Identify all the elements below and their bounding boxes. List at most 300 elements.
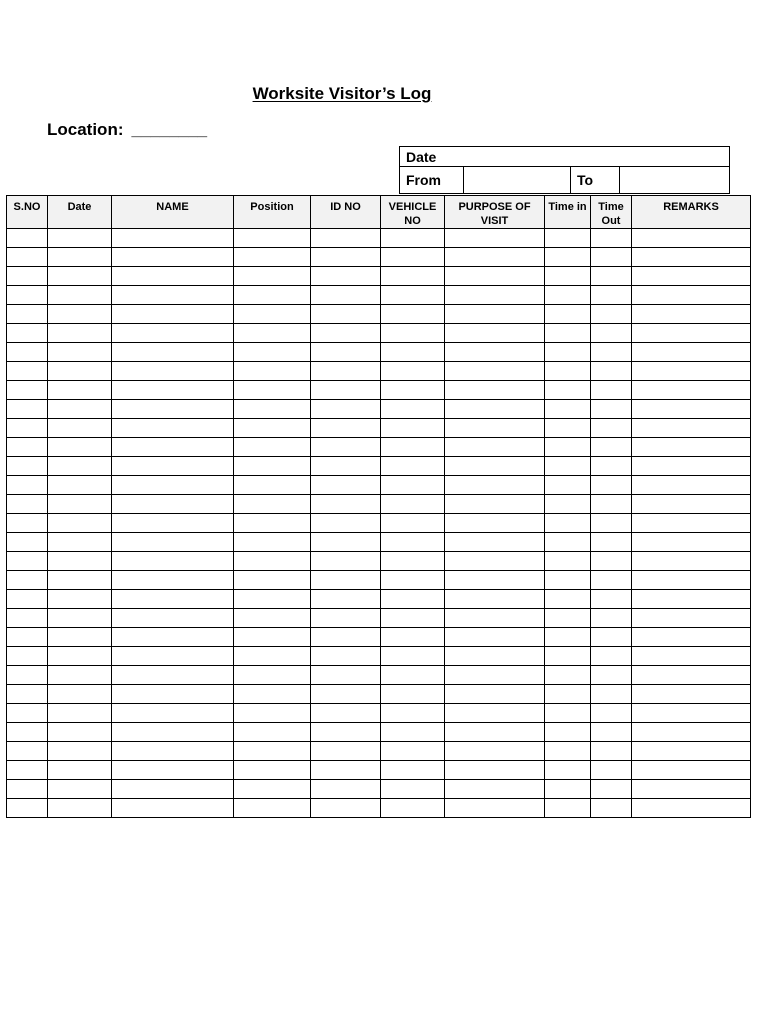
table-cell[interactable] xyxy=(632,647,751,666)
table-cell[interactable] xyxy=(112,324,234,343)
table-cell[interactable] xyxy=(591,647,632,666)
table-cell[interactable] xyxy=(445,723,545,742)
table-cell[interactable] xyxy=(7,628,48,647)
table-cell[interactable] xyxy=(112,362,234,381)
table-cell[interactable] xyxy=(234,666,311,685)
table-cell[interactable] xyxy=(234,305,311,324)
table-cell[interactable] xyxy=(234,267,311,286)
table-cell[interactable] xyxy=(591,799,632,818)
table-cell[interactable] xyxy=(7,324,48,343)
table-cell[interactable] xyxy=(234,533,311,552)
table-cell[interactable] xyxy=(632,419,751,438)
table-cell[interactable] xyxy=(48,381,112,400)
table-cell[interactable] xyxy=(591,343,632,362)
table-cell[interactable] xyxy=(545,324,591,343)
table-cell[interactable] xyxy=(545,381,591,400)
table-cell[interactable] xyxy=(445,286,545,305)
table-cell[interactable] xyxy=(445,457,545,476)
table-cell[interactable] xyxy=(381,324,445,343)
table-cell[interactable] xyxy=(48,647,112,666)
to-cell[interactable] xyxy=(620,167,730,194)
table-cell[interactable] xyxy=(445,514,545,533)
table-cell[interactable] xyxy=(48,267,112,286)
table-cell[interactable] xyxy=(311,761,381,780)
table-cell[interactable] xyxy=(311,419,381,438)
table-cell[interactable] xyxy=(591,495,632,514)
table-cell[interactable] xyxy=(381,362,445,381)
table-cell[interactable] xyxy=(545,628,591,647)
table-cell[interactable] xyxy=(632,533,751,552)
table-cell[interactable] xyxy=(7,286,48,305)
table-cell[interactable] xyxy=(112,286,234,305)
table-cell[interactable] xyxy=(591,248,632,267)
table-cell[interactable] xyxy=(381,609,445,628)
table-cell[interactable] xyxy=(381,381,445,400)
table-cell[interactable] xyxy=(381,799,445,818)
table-cell[interactable] xyxy=(632,457,751,476)
table-cell[interactable] xyxy=(112,343,234,362)
table-cell[interactable] xyxy=(545,400,591,419)
table-cell[interactable] xyxy=(591,533,632,552)
table-cell[interactable] xyxy=(632,742,751,761)
table-cell[interactable] xyxy=(591,552,632,571)
table-cell[interactable] xyxy=(112,229,234,248)
table-cell[interactable] xyxy=(381,248,445,267)
table-cell[interactable] xyxy=(234,343,311,362)
table-cell[interactable] xyxy=(7,229,48,248)
table-cell[interactable] xyxy=(7,400,48,419)
table-cell[interactable] xyxy=(591,609,632,628)
table-cell[interactable] xyxy=(381,495,445,514)
table-cell[interactable] xyxy=(311,286,381,305)
table-cell[interactable] xyxy=(545,666,591,685)
table-cell[interactable] xyxy=(445,438,545,457)
table-cell[interactable] xyxy=(381,286,445,305)
table-cell[interactable] xyxy=(632,704,751,723)
table-cell[interactable] xyxy=(591,780,632,799)
table-cell[interactable] xyxy=(234,400,311,419)
table-cell[interactable] xyxy=(545,552,591,571)
table-cell[interactable] xyxy=(591,723,632,742)
table-cell[interactable] xyxy=(381,666,445,685)
table-cell[interactable] xyxy=(7,609,48,628)
table-cell[interactable] xyxy=(632,362,751,381)
table-cell[interactable] xyxy=(234,324,311,343)
table-cell[interactable] xyxy=(311,305,381,324)
table-cell[interactable] xyxy=(445,628,545,647)
table-cell[interactable] xyxy=(591,571,632,590)
table-cell[interactable] xyxy=(48,248,112,267)
table-cell[interactable] xyxy=(7,267,48,286)
table-cell[interactable] xyxy=(112,552,234,571)
table-cell[interactable] xyxy=(445,267,545,286)
table-cell[interactable] xyxy=(48,780,112,799)
table-cell[interactable] xyxy=(7,723,48,742)
table-cell[interactable] xyxy=(48,628,112,647)
table-cell[interactable] xyxy=(632,780,751,799)
table-cell[interactable] xyxy=(7,305,48,324)
table-cell[interactable] xyxy=(7,533,48,552)
table-cell[interactable] xyxy=(632,723,751,742)
table-cell[interactable] xyxy=(234,438,311,457)
table-cell[interactable] xyxy=(381,780,445,799)
table-cell[interactable] xyxy=(311,248,381,267)
table-cell[interactable] xyxy=(48,742,112,761)
table-cell[interactable] xyxy=(591,457,632,476)
table-cell[interactable] xyxy=(7,704,48,723)
table-cell[interactable] xyxy=(112,514,234,533)
table-cell[interactable] xyxy=(381,267,445,286)
table-cell[interactable] xyxy=(445,248,545,267)
table-cell[interactable] xyxy=(311,628,381,647)
table-cell[interactable] xyxy=(311,514,381,533)
table-cell[interactable] xyxy=(545,533,591,552)
table-cell[interactable] xyxy=(112,495,234,514)
table-cell[interactable] xyxy=(545,419,591,438)
table-cell[interactable] xyxy=(311,723,381,742)
table-cell[interactable] xyxy=(48,590,112,609)
table-cell[interactable] xyxy=(381,685,445,704)
table-cell[interactable] xyxy=(591,381,632,400)
table-cell[interactable] xyxy=(112,666,234,685)
table-cell[interactable] xyxy=(234,552,311,571)
table-cell[interactable] xyxy=(48,761,112,780)
table-cell[interactable] xyxy=(545,457,591,476)
table-cell[interactable] xyxy=(234,609,311,628)
table-cell[interactable] xyxy=(632,761,751,780)
table-cell[interactable] xyxy=(632,381,751,400)
table-cell[interactable] xyxy=(545,495,591,514)
table-cell[interactable] xyxy=(48,514,112,533)
table-cell[interactable] xyxy=(632,609,751,628)
table-cell[interactable] xyxy=(445,400,545,419)
table-cell[interactable] xyxy=(591,267,632,286)
table-cell[interactable] xyxy=(48,305,112,324)
table-cell[interactable] xyxy=(48,457,112,476)
table-cell[interactable] xyxy=(112,742,234,761)
table-cell[interactable] xyxy=(7,438,48,457)
table-cell[interactable] xyxy=(445,590,545,609)
table-cell[interactable] xyxy=(234,685,311,704)
table-cell[interactable] xyxy=(381,438,445,457)
table-cell[interactable] xyxy=(381,571,445,590)
table-cell[interactable] xyxy=(545,609,591,628)
table-cell[interactable] xyxy=(234,495,311,514)
table-cell[interactable] xyxy=(591,476,632,495)
table-cell[interactable] xyxy=(48,533,112,552)
table-cell[interactable] xyxy=(545,647,591,666)
table-cell[interactable] xyxy=(445,552,545,571)
table-cell[interactable] xyxy=(112,571,234,590)
table-cell[interactable] xyxy=(112,533,234,552)
table-cell[interactable] xyxy=(445,666,545,685)
table-cell[interactable] xyxy=(7,248,48,267)
table-cell[interactable] xyxy=(445,305,545,324)
table-cell[interactable] xyxy=(445,324,545,343)
table-cell[interactable] xyxy=(311,552,381,571)
table-cell[interactable] xyxy=(591,685,632,704)
table-cell[interactable] xyxy=(545,742,591,761)
table-cell[interactable] xyxy=(591,742,632,761)
table-cell[interactable] xyxy=(545,438,591,457)
table-cell[interactable] xyxy=(112,438,234,457)
table-cell[interactable] xyxy=(311,666,381,685)
table-cell[interactable] xyxy=(234,248,311,267)
table-cell[interactable] xyxy=(381,647,445,666)
table-cell[interactable] xyxy=(311,476,381,495)
table-cell[interactable] xyxy=(591,229,632,248)
from-cell[interactable] xyxy=(464,167,571,194)
table-cell[interactable] xyxy=(545,476,591,495)
table-cell[interactable] xyxy=(545,799,591,818)
table-cell[interactable] xyxy=(445,495,545,514)
table-cell[interactable] xyxy=(234,647,311,666)
table-cell[interactable] xyxy=(591,628,632,647)
table-cell[interactable] xyxy=(311,381,381,400)
table-cell[interactable] xyxy=(234,457,311,476)
table-cell[interactable] xyxy=(381,229,445,248)
table-cell[interactable] xyxy=(545,571,591,590)
table-cell[interactable] xyxy=(7,514,48,533)
table-cell[interactable] xyxy=(445,343,545,362)
table-cell[interactable] xyxy=(48,362,112,381)
table-cell[interactable] xyxy=(381,723,445,742)
table-cell[interactable] xyxy=(7,457,48,476)
table-cell[interactable] xyxy=(445,571,545,590)
table-cell[interactable] xyxy=(311,533,381,552)
table-cell[interactable] xyxy=(234,229,311,248)
table-cell[interactable] xyxy=(632,514,751,533)
table-cell[interactable] xyxy=(311,495,381,514)
table-cell[interactable] xyxy=(311,267,381,286)
table-cell[interactable] xyxy=(7,419,48,438)
table-cell[interactable] xyxy=(381,590,445,609)
table-cell[interactable] xyxy=(311,362,381,381)
table-cell[interactable] xyxy=(234,742,311,761)
table-cell[interactable] xyxy=(48,438,112,457)
table-cell[interactable] xyxy=(445,362,545,381)
table-cell[interactable] xyxy=(381,457,445,476)
table-cell[interactable] xyxy=(445,476,545,495)
table-cell[interactable] xyxy=(311,438,381,457)
table-cell[interactable] xyxy=(545,305,591,324)
table-cell[interactable] xyxy=(632,248,751,267)
table-cell[interactable] xyxy=(234,780,311,799)
table-cell[interactable] xyxy=(234,628,311,647)
table-cell[interactable] xyxy=(311,590,381,609)
table-cell[interactable] xyxy=(311,742,381,761)
table-cell[interactable] xyxy=(632,343,751,362)
location-blank[interactable]: ________ xyxy=(131,120,208,139)
table-cell[interactable] xyxy=(632,628,751,647)
table-cell[interactable] xyxy=(545,704,591,723)
table-cell[interactable] xyxy=(112,761,234,780)
table-cell[interactable] xyxy=(112,400,234,419)
table-cell[interactable] xyxy=(445,799,545,818)
table-cell[interactable] xyxy=(48,495,112,514)
table-cell[interactable] xyxy=(7,362,48,381)
table-cell[interactable] xyxy=(632,438,751,457)
table-cell[interactable] xyxy=(234,381,311,400)
table-cell[interactable] xyxy=(445,742,545,761)
table-cell[interactable] xyxy=(381,514,445,533)
table-cell[interactable] xyxy=(545,362,591,381)
table-cell[interactable] xyxy=(112,381,234,400)
table-cell[interactable] xyxy=(7,761,48,780)
table-cell[interactable] xyxy=(591,590,632,609)
table-cell[interactable] xyxy=(545,723,591,742)
table-cell[interactable] xyxy=(112,799,234,818)
table-cell[interactable] xyxy=(112,457,234,476)
table-cell[interactable] xyxy=(7,343,48,362)
table-cell[interactable] xyxy=(632,799,751,818)
table-cell[interactable] xyxy=(445,381,545,400)
table-cell[interactable] xyxy=(632,495,751,514)
table-cell[interactable] xyxy=(311,343,381,362)
table-cell[interactable] xyxy=(632,571,751,590)
table-cell[interactable] xyxy=(381,343,445,362)
table-cell[interactable] xyxy=(381,761,445,780)
table-cell[interactable] xyxy=(545,761,591,780)
table-cell[interactable] xyxy=(234,799,311,818)
table-cell[interactable] xyxy=(381,305,445,324)
table-cell[interactable] xyxy=(632,590,751,609)
table-cell[interactable] xyxy=(445,704,545,723)
table-cell[interactable] xyxy=(545,286,591,305)
table-cell[interactable] xyxy=(7,647,48,666)
table-cell[interactable] xyxy=(112,248,234,267)
table-cell[interactable] xyxy=(311,704,381,723)
table-cell[interactable] xyxy=(632,286,751,305)
table-cell[interactable] xyxy=(7,685,48,704)
table-cell[interactable] xyxy=(48,343,112,362)
table-cell[interactable] xyxy=(445,609,545,628)
table-cell[interactable] xyxy=(311,685,381,704)
table-cell[interactable] xyxy=(311,324,381,343)
table-cell[interactable] xyxy=(311,609,381,628)
table-cell[interactable] xyxy=(234,476,311,495)
table-cell[interactable] xyxy=(234,761,311,780)
table-cell[interactable] xyxy=(7,666,48,685)
table-cell[interactable] xyxy=(632,400,751,419)
table-cell[interactable] xyxy=(48,723,112,742)
table-cell[interactable] xyxy=(381,552,445,571)
table-cell[interactable] xyxy=(311,780,381,799)
table-cell[interactable] xyxy=(632,305,751,324)
table-cell[interactable] xyxy=(112,647,234,666)
table-cell[interactable] xyxy=(234,590,311,609)
table-cell[interactable] xyxy=(311,400,381,419)
table-cell[interactable] xyxy=(112,628,234,647)
table-cell[interactable] xyxy=(381,533,445,552)
table-cell[interactable] xyxy=(545,267,591,286)
table-cell[interactable] xyxy=(311,647,381,666)
table-cell[interactable] xyxy=(7,742,48,761)
table-cell[interactable] xyxy=(591,514,632,533)
table-cell[interactable] xyxy=(48,571,112,590)
table-cell[interactable] xyxy=(591,438,632,457)
table-cell[interactable] xyxy=(591,362,632,381)
table-cell[interactable] xyxy=(381,476,445,495)
table-cell[interactable] xyxy=(234,419,311,438)
table-cell[interactable] xyxy=(112,609,234,628)
table-cell[interactable] xyxy=(7,495,48,514)
table-cell[interactable] xyxy=(445,229,545,248)
table-cell[interactable] xyxy=(48,685,112,704)
table-cell[interactable] xyxy=(234,571,311,590)
table-cell[interactable] xyxy=(311,571,381,590)
table-cell[interactable] xyxy=(545,780,591,799)
table-cell[interactable] xyxy=(445,419,545,438)
table-cell[interactable] xyxy=(7,381,48,400)
table-cell[interactable] xyxy=(545,343,591,362)
table-cell[interactable] xyxy=(7,590,48,609)
table-cell[interactable] xyxy=(234,362,311,381)
table-cell[interactable] xyxy=(112,685,234,704)
table-cell[interactable] xyxy=(632,552,751,571)
table-cell[interactable] xyxy=(445,685,545,704)
table-cell[interactable] xyxy=(234,723,311,742)
table-cell[interactable] xyxy=(545,248,591,267)
table-cell[interactable] xyxy=(234,704,311,723)
table-cell[interactable] xyxy=(112,419,234,438)
table-cell[interactable] xyxy=(311,457,381,476)
table-cell[interactable] xyxy=(112,305,234,324)
table-cell[interactable] xyxy=(545,514,591,533)
table-cell[interactable] xyxy=(632,267,751,286)
table-cell[interactable] xyxy=(48,609,112,628)
table-cell[interactable] xyxy=(234,514,311,533)
table-cell[interactable] xyxy=(112,723,234,742)
table-cell[interactable] xyxy=(7,780,48,799)
table-cell[interactable] xyxy=(632,685,751,704)
table-cell[interactable] xyxy=(632,476,751,495)
table-cell[interactable] xyxy=(381,628,445,647)
table-cell[interactable] xyxy=(632,229,751,248)
table-cell[interactable] xyxy=(7,799,48,818)
table-cell[interactable] xyxy=(48,229,112,248)
table-cell[interactable] xyxy=(445,647,545,666)
table-cell[interactable] xyxy=(591,400,632,419)
table-cell[interactable] xyxy=(591,761,632,780)
table-cell[interactable] xyxy=(445,780,545,799)
table-cell[interactable] xyxy=(48,476,112,495)
table-cell[interactable] xyxy=(112,704,234,723)
table-cell[interactable] xyxy=(381,742,445,761)
table-cell[interactable] xyxy=(445,533,545,552)
table-cell[interactable] xyxy=(48,419,112,438)
table-cell[interactable] xyxy=(381,704,445,723)
table-cell[interactable] xyxy=(545,590,591,609)
table-cell[interactable] xyxy=(7,552,48,571)
table-cell[interactable] xyxy=(591,324,632,343)
table-cell[interactable] xyxy=(112,267,234,286)
table-cell[interactable] xyxy=(632,324,751,343)
table-cell[interactable] xyxy=(48,552,112,571)
table-cell[interactable] xyxy=(311,799,381,818)
table-cell[interactable] xyxy=(48,666,112,685)
table-cell[interactable] xyxy=(112,780,234,799)
table-cell[interactable] xyxy=(591,419,632,438)
table-cell[interactable] xyxy=(48,324,112,343)
table-cell[interactable] xyxy=(591,305,632,324)
table-cell[interactable] xyxy=(48,400,112,419)
table-cell[interactable] xyxy=(7,476,48,495)
table-cell[interactable] xyxy=(311,229,381,248)
table-cell[interactable] xyxy=(112,590,234,609)
table-cell[interactable] xyxy=(591,286,632,305)
table-cell[interactable] xyxy=(445,761,545,780)
